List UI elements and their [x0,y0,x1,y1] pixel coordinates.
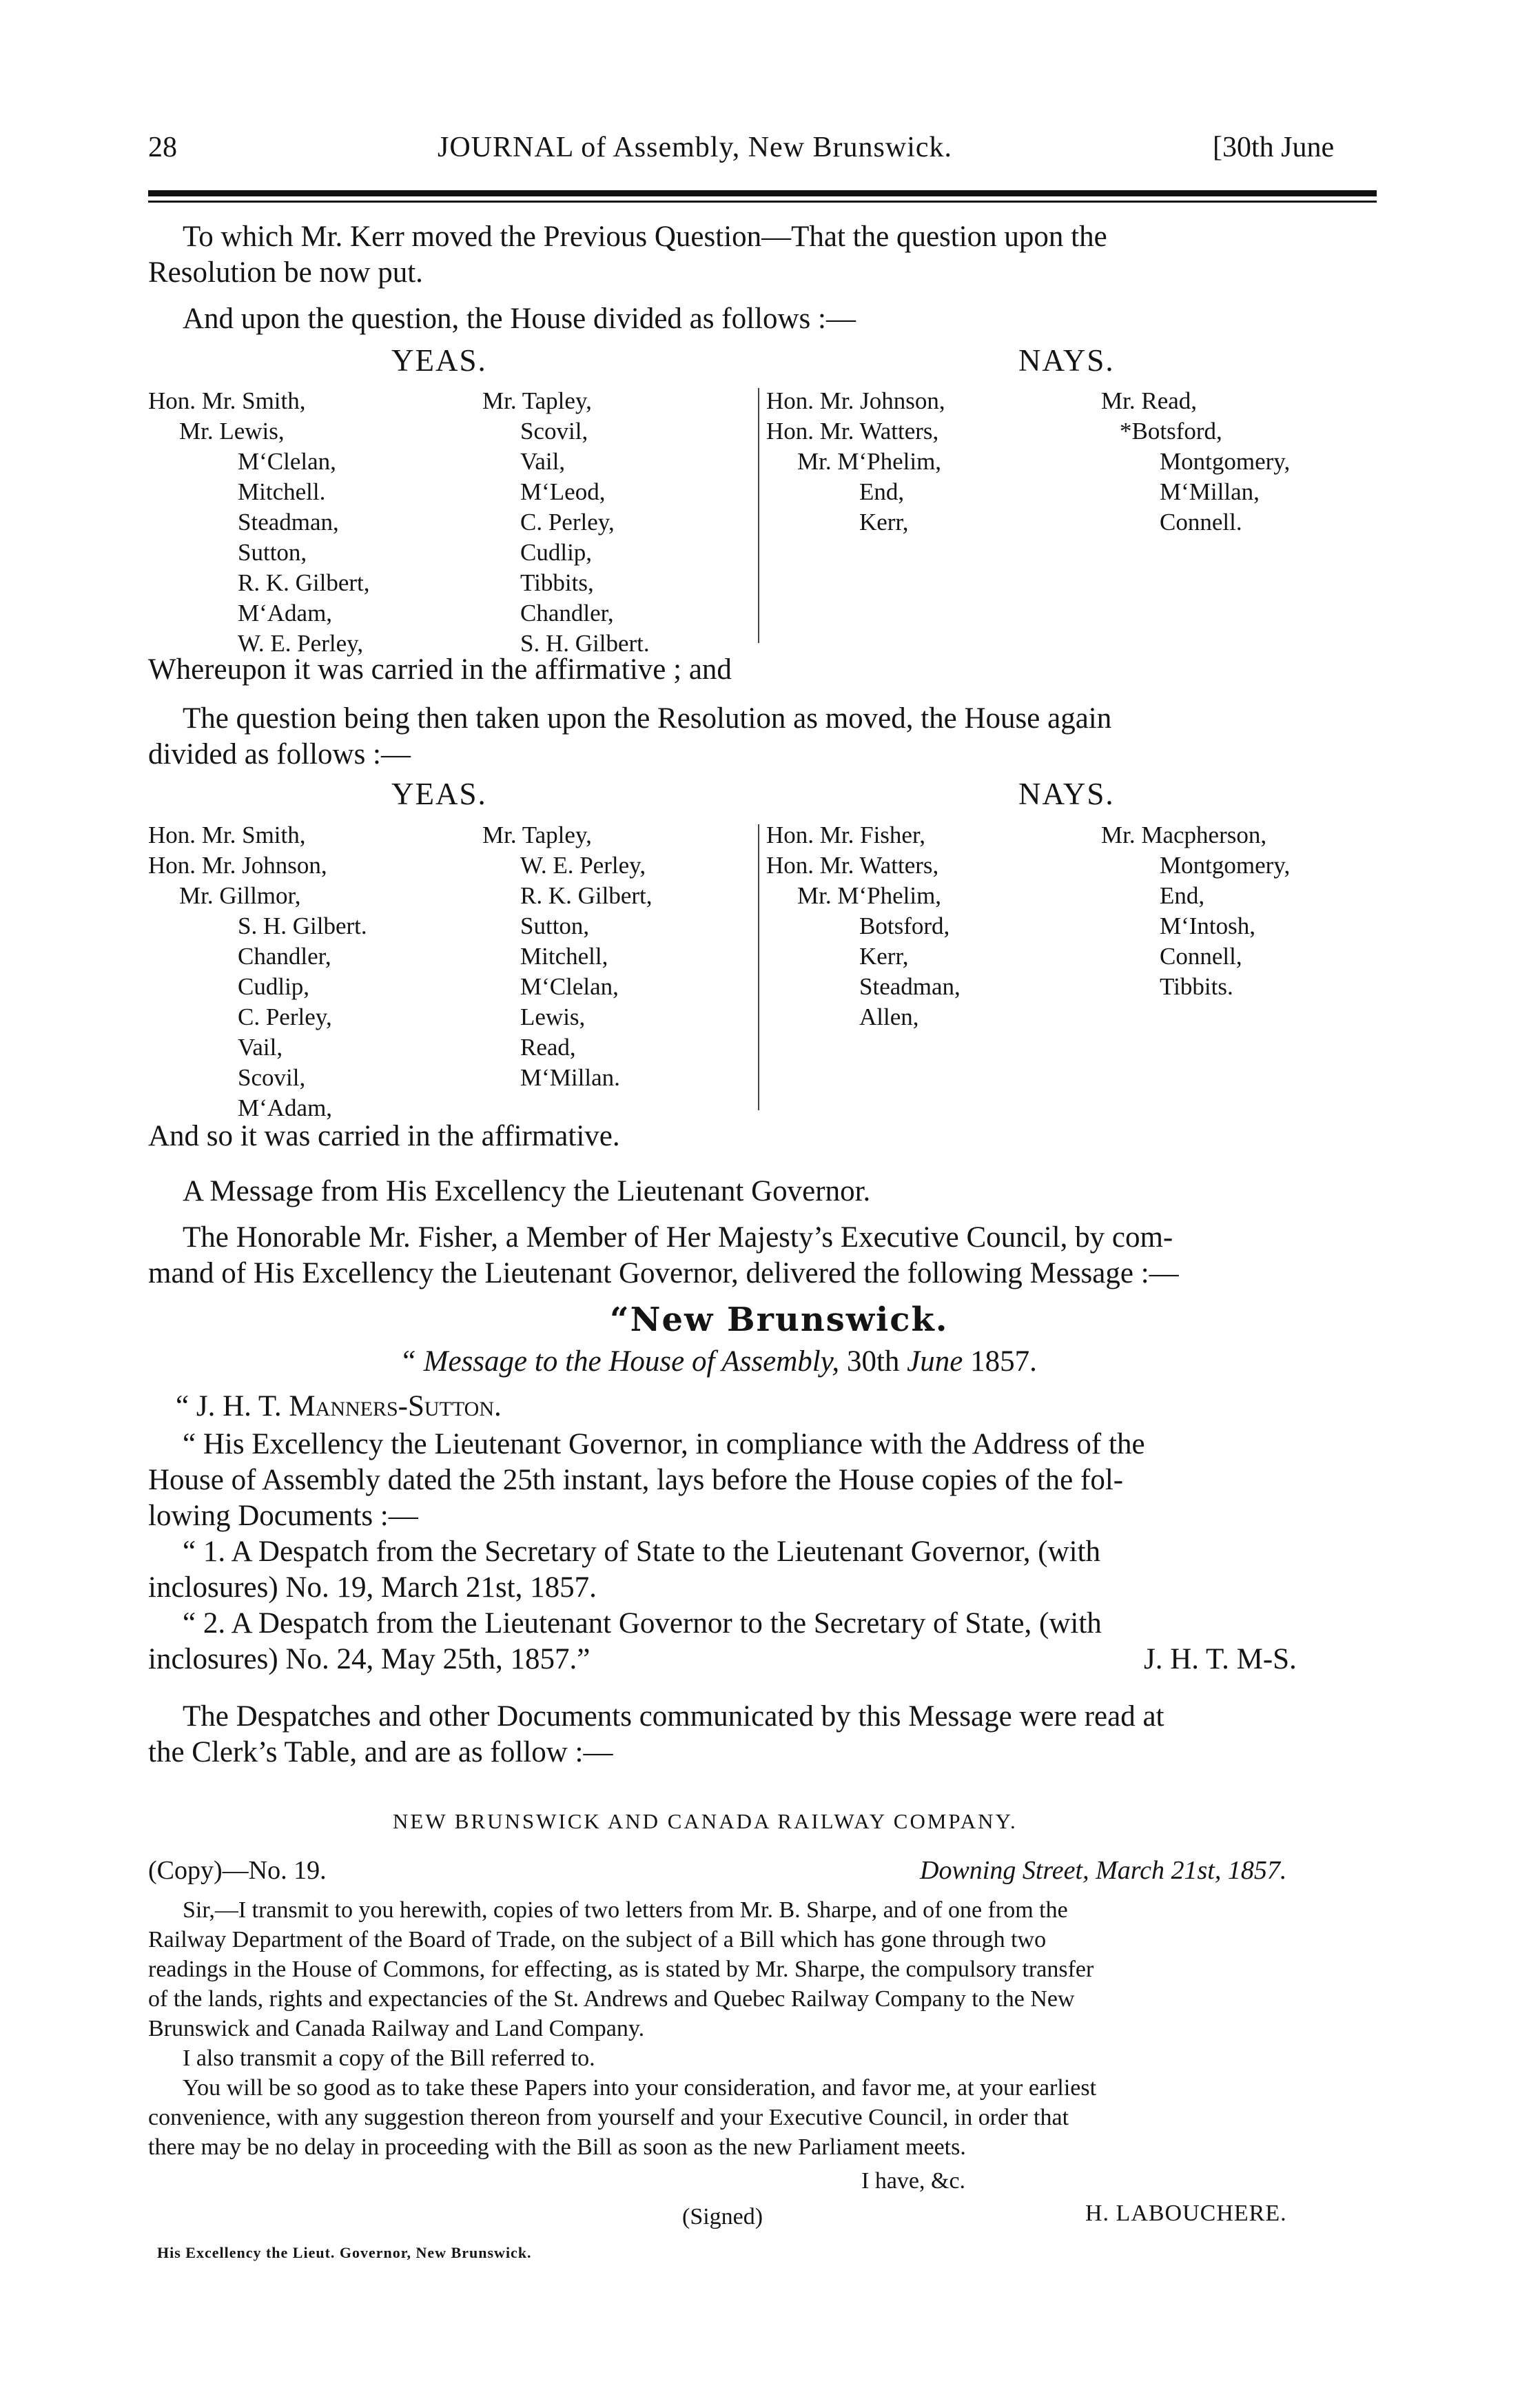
nays-heading: NAYS. [1018,777,1115,811]
member-name: R. K. Gilbert, [520,882,653,909]
member-name: C. Perley, [238,1003,332,1030]
paragraph-despatches [148,1699,1377,1771]
text-line: “ 2. A Despatch from the Lieutenant Governor to the Secretary of State, (with [183,1607,1102,1640]
member-name: Tibbits, [520,569,594,596]
member-name: Montgomery, [1160,852,1291,879]
member-name: Allen, [859,1003,919,1030]
text-line: The Despatches and other Documents communicated by this Message were read at [183,1700,1164,1733]
nays-column-2 [1101,820,1290,1002]
yeas-heading: YEAS. [391,343,487,378]
header-rule-thick [148,190,1377,196]
dateline-text: “ Message to the House of Assembly, [400,1345,840,1378]
member-name: Mr. Lewis, [179,418,285,445]
paragraph-carried: Whereupon it was carried in the affirmative ; and [148,653,732,686]
member-name: Vail, [238,1034,283,1061]
dateline-month: June [907,1345,963,1378]
paragraph-carried-affirmative: And so it was carried in the affirmative. [148,1120,620,1152]
member-name: Cudlip, [520,539,593,566]
yeas-heading: YEAS. [391,777,487,811]
text-line: Railway Department of the Board of Trade, on the subject of a Bill which has gone through two [148,1927,1047,1952]
message-body [148,1427,1377,1677]
text-line: “ 1. A Despatch from the Secretary of State to the Lieutenant Governor, (with [183,1535,1101,1568]
member-name: Chandler, [238,943,331,970]
member-name: M‘Clelan, [238,448,336,475]
paragraph-divided: And upon the question, the House divided as follows :— [183,303,856,335]
member-name: M‘Millan, [1160,478,1260,505]
member-name: S. H. Gilbert. [238,912,367,939]
member-name: Montgomery, [1160,448,1291,475]
member-name: Mr. Read, [1101,387,1198,414]
member-name: Mr. M‘Phelim, [797,882,942,909]
text-line: the Clerk’s Table, and are as follow :— [148,1736,613,1768]
member-name: Botsford, [859,912,950,939]
paragraph-message-from: A Message from His Excellency the Lieutenant Governor. [183,1175,871,1207]
text-line: mand of His Excellency the Lieutenant Governor, delivered the following Message :— [148,1257,1179,1289]
member-name: Hon. Mr. Watters, [766,852,939,879]
despatch-place-date: Downing Street, March 21st, 1857. [920,1856,1287,1885]
member-name: *Botsford, [1120,418,1222,445]
member-name: Hon. Mr. Smith, [148,387,306,414]
despatch-signatory: H. LABOUCHERE. [1085,2201,1287,2226]
dateline-year: 1857. [970,1345,1037,1378]
member-name: Mitchell. [238,478,326,505]
member-name: Hon. Mr. Johnson, [148,852,327,879]
yeas-column-2 [482,386,650,659]
text-line: Resolution be now put. [148,256,423,289]
member-name: M‘Adam, [238,1094,333,1121]
member-name: W. E. Perley, [238,630,364,657]
column-divider [758,824,759,1110]
member-name: Mr. Macpherson, [1101,822,1267,848]
despatch-closing: I have, &c. [861,2168,966,2194]
member-name: Mr. Tapley, [482,822,592,848]
text-line: Sir,—I transmit to you herewith, copies of two letters from Mr. B. Sharpe, and of one from the [183,1897,1068,1923]
member-name: M‘Millan. [520,1064,620,1091]
text-line: divided as follows :— [148,738,411,771]
page-number: 28 [148,132,177,163]
dateline-day: 30th [846,1345,900,1378]
text-line: The Honorable Mr. Fisher, a Member of Her Majesty’s Executive Council, by com- [183,1221,1173,1254]
header-rule-thin [148,201,1377,203]
text-line: of the lands, rights and expectancies of the St. Andrews and Quebec Railway Company to the New [148,1986,1075,2012]
despatch-body [148,1895,1377,2162]
member-name: Hon. Mr. Smith, [148,822,306,848]
text-line: “ His Excellency the Lieutenant Governor, in compliance with the Address of the [183,1428,1145,1460]
member-name: R. K. Gilbert, [238,569,370,596]
member-name: Tibbits. [1160,973,1233,1000]
member-name: Scovil, [238,1064,306,1091]
message-signature: J. H. T. M-S. [1144,1643,1297,1675]
paragraph-honorable-fisher [148,1220,1377,1292]
despatch-signed: (Signed) [682,2204,763,2230]
running-title: JOURNAL of Assembly, New Brunswick. [438,132,953,163]
message-heading: “New Brunswick. [610,1300,949,1339]
member-name: Kerr, [859,943,909,970]
text-line: You will be so good as to take these Papers into your consideration, and favor me, at your earliest [183,2075,1097,2101]
member-name: Chandler, [520,600,614,626]
paragraph-previous-question [148,219,1377,291]
text-line: convenience, with any suggestion thereon from yourself and your Executive Council, in order that [148,2105,1069,2130]
column-divider [758,388,759,643]
text-line: House of Assembly dated the 25th instant, lays before the House copies of the fol- [148,1464,1124,1496]
member-name: Mitchell, [520,943,608,970]
text-line: there may be no delay in proceeding with the Bill as soon as the new Parliament meets. [148,2134,966,2160]
member-name: Vail, [520,448,566,475]
member-name: Read, [520,1034,576,1061]
member-name: Mr. Tapley, [482,387,592,414]
yeas-column-1 [148,386,370,659]
paragraph-question-taken [148,701,1377,773]
member-name: M‘Intosh, [1160,912,1256,939]
member-name: Steadman, [859,973,961,1000]
member-name: S. H. Gilbert. [520,630,650,657]
member-name: Steadman, [238,509,339,535]
member-name: Mr. Gillmor, [179,882,301,909]
text-line: Brunswick and Canada Railway and Land Company. [148,2016,645,2041]
member-name: Sutton, [520,912,590,939]
message-dateline [400,1344,1037,1380]
member-name: M‘Leod, [520,478,606,505]
text-line: readings in the House of Commons, for effecting, as is stated by Mr. Sharpe, the compulsory transfer [148,1957,1094,1982]
member-name: Sutton, [238,539,307,566]
nays-column-2 [1101,386,1290,538]
member-name: Connell. [1160,509,1242,535]
text-line: To which Mr. Kerr moved the Previous Question—That the question upon the [183,221,1107,253]
member-name: Hon. Mr. Watters, [766,418,939,445]
despatch-addressee: His Excellency the Lieut. Governor, New Brunswick. [157,2244,532,2261]
member-name: End, [859,478,905,505]
text-line: inclosures) No. 19, March 21st, 1857. [148,1571,597,1604]
member-name: Cudlip, [238,973,310,1000]
member-name: C. Perley, [520,509,615,535]
member-name: Kerr, [859,509,909,535]
member-name: Mr. M‘Phelim, [797,448,942,475]
nays-column-1 [766,820,961,1032]
header-date: [30th June [1213,132,1335,163]
member-name: End, [1160,882,1205,909]
nays-column-1 [766,386,945,538]
text-line: The question being then taken upon the Resolution as moved, the House again [183,702,1112,735]
despatch-copy-number: (Copy)—No. 19. [148,1856,327,1885]
text-line: inclosures) No. 24, May 25th, 1857.” [148,1643,591,1675]
text-line: I also transmit a copy of the Bill referred to. [183,2045,595,2071]
yeas-column-2 [482,820,653,1093]
member-name: M‘Clelan, [520,973,619,1000]
member-name: Scovil, [520,418,588,445]
member-name: W. E. Perley, [520,852,646,879]
member-name: Connell, [1160,943,1242,970]
text-line: lowing Documents :— [148,1500,418,1532]
message-salutation: “ J. H. T. Manners-Sutton. [176,1390,502,1422]
section-heading: NEW BRUNSWICK AND CANADA RAILWAY COMPANY. [393,1809,1018,1833]
member-name: Hon. Mr. Johnson, [766,387,945,414]
member-name: M‘Adam, [238,600,333,626]
member-name: Lewis, [520,1003,586,1030]
nays-heading: NAYS. [1018,343,1115,378]
member-name: Hon. Mr. Fisher, [766,822,925,848]
yeas-column-1 [148,820,367,1123]
